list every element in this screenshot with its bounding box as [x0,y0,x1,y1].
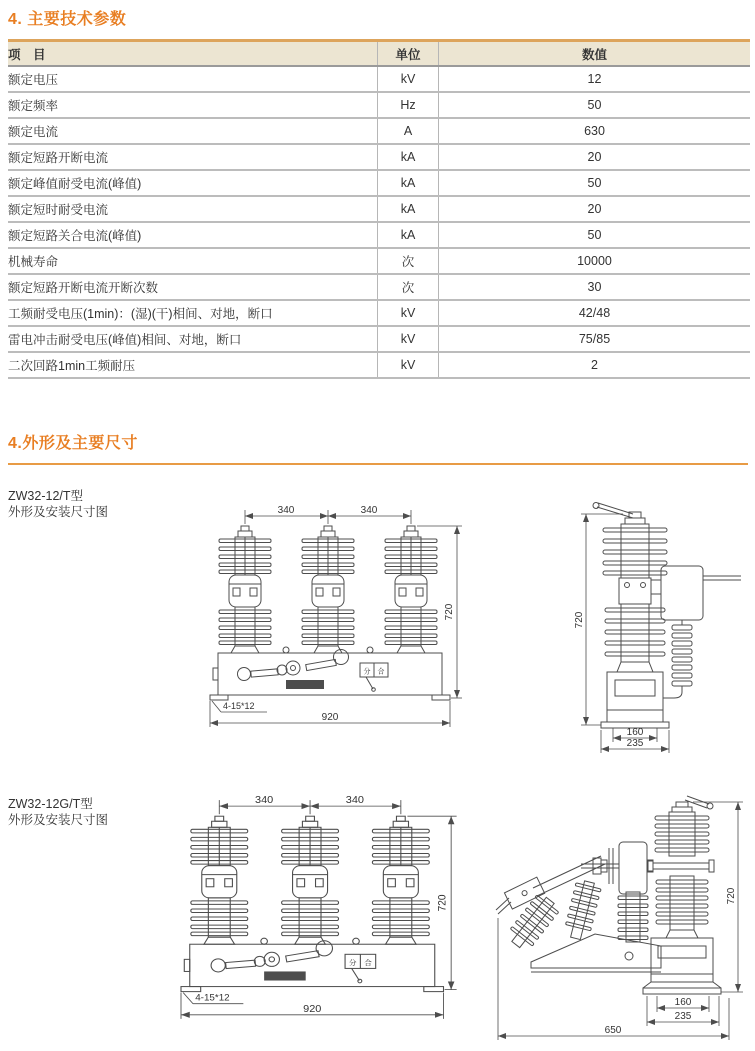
table-row [8,66,750,92]
dim-label-width: 920 [321,712,339,723]
section-title-dimensions: 4.外形及主要尺寸 [8,435,138,452]
dim-label-phase-right: 340 [345,794,365,806]
param-name: 二次回路1min工频耐压 [8,352,378,378]
param-value: 2 [439,352,751,378]
param-value: 75/85 [439,326,751,352]
param-unit: kV [378,300,439,326]
param-unit: kV [378,66,439,92]
param-value: 50 [439,170,751,196]
param-value: 50 [439,222,751,248]
table-row [8,274,750,300]
dim-label-base-outer: 235 [674,1011,692,1022]
dim-label-phase-left: 340 [277,505,295,516]
dimension-lines [498,802,743,1040]
param-unit: kA [378,222,439,248]
breaker-front-artwork [210,526,450,700]
model-name: ZW32-12G/T型 [8,797,93,811]
param-name: 雷电冲击耐受电压(峰值)相间、对地，断口 [8,326,378,352]
indicator-open-label: 分 [348,958,357,967]
param-value: 42/48 [439,300,751,326]
breaker-side-artwork [496,796,721,994]
table-row [8,222,750,248]
drawing-side-view-zw32-12gt [495,786,751,1050]
param-unit: kA [378,144,439,170]
dim-label-height: 720 [444,603,455,621]
param-value: 50 [439,92,751,118]
param-unit: kV [378,326,439,352]
indicator-close-label: 合 [377,668,385,676]
param-value: 20 [439,144,751,170]
drawing-label-zw32-12gt [8,796,108,829]
param-value: 20 [439,196,751,222]
drawing-front-view-zw32-12t [210,500,466,748]
dim-label-height: 720 [574,611,585,629]
table-row [8,170,750,196]
dim-label-height: 720 [726,887,737,905]
param-unit: 次 [378,274,439,300]
table-row [8,196,750,222]
indicator-close-label: 合 [364,958,372,967]
dim-label-base-outer: 235 [626,738,644,749]
param-name: 额定短路开断电流开断次数 [8,274,378,300]
indicator-open-label: 分 [363,668,371,676]
param-name: 额定电流 [8,118,378,144]
table-header-row [8,41,750,67]
table-row [8,118,750,144]
drawing-label-zw32-12t [8,488,108,521]
breaker-front-artwork [181,816,444,991]
param-name: 额定短时耐受电流 [8,196,378,222]
param-value: 12 [439,66,751,92]
param-name: 机械寿命 [8,248,378,274]
param-name: 额定短路关合电流(峰值) [8,222,378,248]
param-unit: Hz [378,92,439,118]
param-unit: kA [378,170,439,196]
params-table [8,39,750,379]
table-row [8,352,750,378]
section-divider [8,463,748,465]
param-name: 工频耐受电压(1min)：(湿)(干)相间、对地，断口 [8,300,378,326]
drawing-front-view-zw32-12gt [181,790,461,1040]
mounting-holes-label: 4-15*12 [223,701,255,711]
drawing-caption: 外形及安装尺寸图 [8,813,109,828]
dim-label-base-inner: 160 [674,997,692,1008]
mounting-holes-label: 4-15*12 [195,993,230,1004]
param-unit: kA [378,196,439,222]
column-header-unit: 单位 [378,41,439,67]
dim-label-base-inner: 160 [626,727,644,738]
drawing-side-view-zw32-12t [573,492,755,754]
param-unit: A [378,118,439,144]
column-header-value: 数值 [439,41,751,67]
table-row [8,92,750,118]
dim-label-depth: 650 [604,1025,622,1036]
param-name: 额定电压 [8,66,378,92]
model-name: ZW32-12/T型 [8,489,84,503]
breaker-side-artwork [593,503,741,729]
param-value: 10000 [439,248,751,274]
table-row [8,326,750,352]
drawing-caption: 外形及安装尺寸图 [8,505,109,520]
table-row [8,144,750,170]
param-name: 额定峰值耐受电流(峰值) [8,170,378,196]
param-value: 630 [439,118,751,144]
param-name: 额定短路开断电流 [8,144,378,170]
section-title-parameters: 4. 主要技术参数 [8,11,127,28]
table-row [8,248,750,274]
param-unit: 次 [378,248,439,274]
dim-label-width: 920 [303,1003,322,1015]
column-header-item: 项 目 [8,41,378,67]
param-unit: kV [378,352,439,378]
dim-label-height: 720 [436,894,449,912]
dim-label-phase-left: 340 [255,794,274,806]
dim-label-phase-right: 340 [360,505,378,516]
param-name: 额定频率 [8,92,378,118]
param-value: 30 [439,274,751,300]
table-row [8,300,750,326]
